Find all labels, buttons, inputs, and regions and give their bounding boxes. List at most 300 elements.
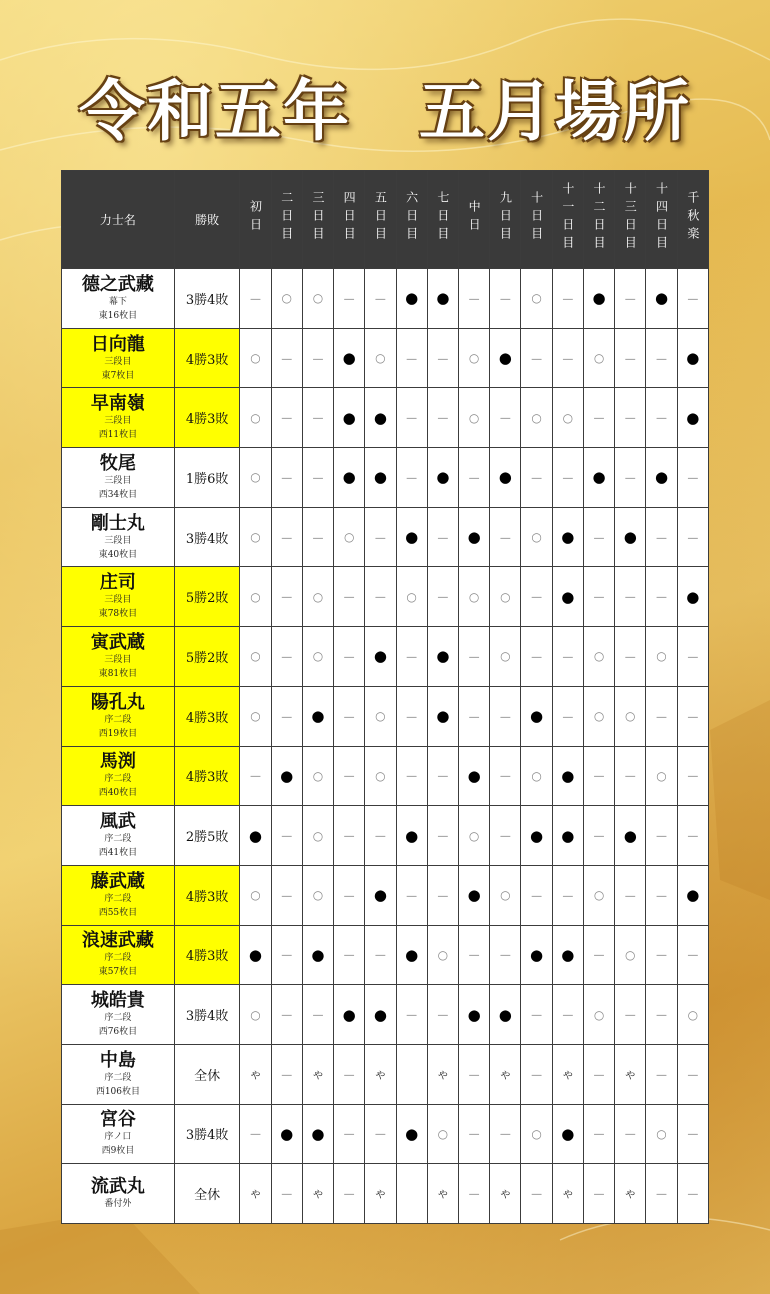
- day-result-cell: ●: [521, 806, 552, 866]
- day-result-cell: －: [334, 567, 365, 627]
- rikishi-record: 4勝3敗: [174, 865, 240, 925]
- day-result-cell: ●: [677, 865, 708, 925]
- rikishi-record: 4勝3敗: [174, 686, 240, 746]
- day-result-cell: ○: [459, 806, 490, 866]
- day-result-cell: ●: [396, 507, 427, 567]
- rikishi-row: [62, 567, 709, 627]
- day-result-cell: ●: [552, 925, 583, 985]
- rikishi-record: 1勝6敗: [174, 448, 240, 508]
- rikishi-rank: 西41枚目: [98, 848, 138, 859]
- rikishi-row: [62, 865, 709, 925]
- day-result-cell: －: [552, 865, 583, 925]
- day-label: 十日目: [529, 191, 544, 245]
- day-result-cell: －: [646, 507, 677, 567]
- rikishi-name-cell: [62, 507, 175, 567]
- day-result-cell: や: [240, 1044, 271, 1104]
- page-title: 令和五年 五月場所: [79, 73, 691, 150]
- rikishi-division: 三段目: [104, 654, 132, 665]
- day-result-cell: ○: [646, 627, 677, 687]
- day-result-cell: ●: [490, 985, 521, 1045]
- rikishi-name: 剛士丸: [90, 512, 145, 534]
- day-result-cell: －: [677, 627, 708, 687]
- day-result-cell: －: [583, 806, 614, 866]
- day-result-cell: －: [271, 925, 302, 985]
- day-result-cell: －: [271, 328, 302, 388]
- day-result-cell: －: [459, 686, 490, 746]
- rikishi-row: [62, 388, 709, 448]
- day-result-cell: －: [396, 328, 427, 388]
- day-result-cell: ●: [459, 746, 490, 806]
- day-result-cell: ●: [552, 1104, 583, 1164]
- rikishi-name-cell: [62, 1044, 175, 1104]
- day-result-cell: －: [271, 627, 302, 687]
- day-result-cell: ●: [490, 448, 521, 508]
- day-result-cell: －: [365, 507, 396, 567]
- day-result-cell: －: [677, 507, 708, 567]
- day-result-cell: －: [459, 1164, 490, 1224]
- rikishi-division: 三段目: [104, 535, 132, 546]
- day-result-cell: や: [427, 1044, 458, 1104]
- rikishi-record: 3勝4敗: [174, 507, 240, 567]
- day-result-cell: ○: [240, 627, 271, 687]
- day-result-cell: ●: [646, 269, 677, 329]
- day-result-cell: ●: [427, 448, 458, 508]
- day-result-cell: －: [552, 269, 583, 329]
- day-result-cell: －: [490, 507, 521, 567]
- day-result-cell: －: [615, 328, 646, 388]
- day-result-cell: －: [490, 746, 521, 806]
- day-result-cell: －: [521, 328, 552, 388]
- rikishi-rank: 東7枚目: [101, 370, 135, 381]
- day-result-cell: －: [615, 627, 646, 687]
- day-result-cell: －: [646, 1044, 677, 1104]
- day-result-cell: －: [302, 507, 333, 567]
- day-label: 四日目: [342, 191, 357, 245]
- day-result-cell: －: [677, 448, 708, 508]
- day-result-cell: ●: [427, 269, 458, 329]
- day-result-cell: ○: [302, 567, 333, 627]
- day-result-cell: －: [427, 567, 458, 627]
- rikishi-rank: 東81枚目: [98, 668, 138, 679]
- rikishi-name-cell: [62, 448, 175, 508]
- column-header-day: [646, 171, 677, 269]
- column-header-day: [427, 171, 458, 269]
- day-result-cell: ●: [646, 448, 677, 508]
- rikishi-rank: 西9枚目: [101, 1146, 135, 1157]
- day-result-cell: －: [646, 328, 677, 388]
- day-result-cell: －: [240, 746, 271, 806]
- day-result-cell: ●: [615, 806, 646, 866]
- day-result-cell: ●: [396, 1104, 427, 1164]
- day-result-cell: ○: [365, 746, 396, 806]
- day-result-cell: ○: [583, 328, 614, 388]
- day-result-cell: －: [240, 1104, 271, 1164]
- day-result-cell: －: [583, 507, 614, 567]
- day-result-cell: ○: [302, 865, 333, 925]
- rikishi-rank: 西55枚目: [98, 907, 138, 918]
- day-result-cell: －: [677, 1164, 708, 1224]
- rikishi-row: [62, 328, 709, 388]
- rikishi-division: 序二段: [104, 893, 132, 904]
- day-result-cell: ●: [365, 985, 396, 1045]
- rikishi-name: 寅武蔵: [90, 631, 145, 653]
- rikishi-name: 風武: [99, 811, 136, 833]
- day-result-cell: ●: [334, 328, 365, 388]
- day-result-cell: －: [240, 269, 271, 329]
- rikishi-record: 4勝3敗: [174, 388, 240, 448]
- day-result-cell: －: [302, 985, 333, 1045]
- day-result-cell: －: [365, 567, 396, 627]
- day-result-cell: ○: [302, 806, 333, 866]
- day-result-cell: や: [365, 1164, 396, 1224]
- day-result-cell: －: [271, 985, 302, 1045]
- day-result-cell: ○: [646, 746, 677, 806]
- rikishi-record: 3勝4敗: [174, 1104, 240, 1164]
- day-result-cell: ○: [521, 1104, 552, 1164]
- rikishi-record: 4勝3敗: [174, 328, 240, 388]
- day-result-cell: や: [302, 1044, 333, 1104]
- rikishi-name-cell: [62, 269, 175, 329]
- day-result-cell: －: [271, 806, 302, 866]
- day-result-cell: －: [615, 746, 646, 806]
- day-result-cell: －: [271, 865, 302, 925]
- rikishi-rank: 西19枚目: [98, 728, 138, 739]
- day-result-cell: －: [552, 686, 583, 746]
- column-header-day: [521, 171, 552, 269]
- rikishi-name-cell: [62, 865, 175, 925]
- day-result-cell: ●: [240, 806, 271, 866]
- day-result-cell: －: [521, 567, 552, 627]
- day-result-cell: ○: [365, 686, 396, 746]
- day-result-cell: ●: [365, 448, 396, 508]
- day-result-cell: －: [427, 328, 458, 388]
- rikishi-row: [62, 448, 709, 508]
- day-result-cell: や: [302, 1164, 333, 1224]
- day-result-cell: ●: [677, 388, 708, 448]
- day-label: 千秋楽: [685, 191, 700, 245]
- day-result-cell: ●: [552, 507, 583, 567]
- rikishi-record: 3勝4敗: [174, 985, 240, 1045]
- rikishi-row: [62, 1164, 709, 1224]
- rikishi-division: 序ノ口: [104, 1132, 132, 1143]
- day-result-cell: ○: [490, 865, 521, 925]
- day-result-cell: ●: [677, 328, 708, 388]
- day-result-cell: ●: [427, 686, 458, 746]
- rikishi-division: 序二段: [104, 1013, 132, 1024]
- day-result-cell: －: [646, 806, 677, 866]
- day-result-cell: ●: [427, 627, 458, 687]
- day-result-cell: －: [646, 985, 677, 1045]
- rikishi-rank: 西11枚目: [98, 430, 138, 441]
- tournament-results-table: [61, 170, 709, 1224]
- rikishi-record: 2勝5敗: [174, 806, 240, 866]
- day-result-cell: －: [677, 686, 708, 746]
- day-result-cell: ○: [521, 507, 552, 567]
- day-result-cell: ○: [302, 269, 333, 329]
- rikishi-row: [62, 269, 709, 329]
- day-result-cell: －: [459, 448, 490, 508]
- day-result-cell: ●: [521, 925, 552, 985]
- rikishi-name-cell: [62, 686, 175, 746]
- day-result-cell: －: [459, 1104, 490, 1164]
- column-header-day: [677, 171, 708, 269]
- day-result-cell: ○: [552, 388, 583, 448]
- rikishi-name: 中島: [99, 1049, 136, 1071]
- day-result-cell: －: [271, 686, 302, 746]
- day-result-cell: ○: [302, 627, 333, 687]
- day-result-cell: －: [521, 627, 552, 687]
- day-result-cell: －: [271, 567, 302, 627]
- day-result-cell: や: [365, 1044, 396, 1104]
- day-result-cell: －: [427, 746, 458, 806]
- day-result-cell: ○: [583, 985, 614, 1045]
- day-result-cell: や: [427, 1164, 458, 1224]
- column-header-day: [615, 171, 646, 269]
- rikishi-name-cell: [62, 328, 175, 388]
- day-result-cell: ●: [615, 507, 646, 567]
- rikishi-record: 5勝2敗: [174, 627, 240, 687]
- rikishi-name-cell: [62, 1164, 175, 1224]
- rikishi-name: 浪速武藏: [81, 930, 154, 952]
- day-result-cell: や: [615, 1044, 646, 1104]
- column-header-day: [302, 171, 333, 269]
- day-result-cell: －: [490, 686, 521, 746]
- day-result-cell: －: [302, 388, 333, 448]
- day-result-cell: ●: [365, 388, 396, 448]
- day-label: 五日目: [373, 191, 388, 245]
- rikishi-division: 三段目: [104, 475, 132, 486]
- day-result-cell: －: [271, 507, 302, 567]
- day-result-cell: ○: [271, 269, 302, 329]
- rikishi-name: 日向龍: [90, 333, 145, 355]
- day-result-cell: ○: [302, 746, 333, 806]
- day-result-cell: －: [583, 746, 614, 806]
- day-result-cell: －: [459, 269, 490, 329]
- rikishi-name-cell: [62, 388, 175, 448]
- rikishi-row: [62, 627, 709, 687]
- day-result-cell: －: [427, 388, 458, 448]
- day-result-cell: －: [552, 985, 583, 1045]
- day-result-cell: ●: [365, 627, 396, 687]
- day-result-cell: －: [583, 925, 614, 985]
- day-result-cell: ○: [677, 985, 708, 1045]
- column-header-day: [334, 171, 365, 269]
- day-result-cell: ●: [302, 1104, 333, 1164]
- day-result-cell: －: [271, 1044, 302, 1104]
- rikishi-record: 全休: [174, 1044, 240, 1104]
- day-result-cell: ●: [240, 925, 271, 985]
- day-result-cell: －: [271, 1164, 302, 1224]
- day-result-cell: や: [240, 1164, 271, 1224]
- day-result-cell: －: [521, 1044, 552, 1104]
- day-result-cell: －: [396, 985, 427, 1045]
- rikishi-division: 三段目: [104, 595, 132, 606]
- day-result-cell: ●: [365, 865, 396, 925]
- rikishi-rank: 西40枚目: [98, 788, 138, 799]
- day-result-cell: －: [334, 806, 365, 866]
- day-result-cell: ○: [240, 328, 271, 388]
- day-result-cell: －: [677, 925, 708, 985]
- rikishi-division: 序二段: [104, 774, 132, 785]
- day-result-cell: －: [615, 985, 646, 1045]
- day-result-cell: －: [583, 388, 614, 448]
- day-result-cell: や: [490, 1044, 521, 1104]
- day-result-cell: ●: [677, 567, 708, 627]
- day-result-cell: －: [583, 1104, 614, 1164]
- day-result-cell: ○: [583, 627, 614, 687]
- rikishi-row: [62, 1044, 709, 1104]
- day-result-cell: －: [302, 328, 333, 388]
- day-result-cell: －: [459, 1044, 490, 1104]
- day-result-cell: や: [552, 1164, 583, 1224]
- day-result-cell: －: [365, 1104, 396, 1164]
- rikishi-record: 3勝4敗: [174, 269, 240, 329]
- rikishi-name: 德之武藏: [81, 273, 154, 295]
- day-result-cell: －: [490, 806, 521, 866]
- day-result-cell: －: [334, 627, 365, 687]
- rikishi-name: 早南嶺: [90, 393, 145, 415]
- day-result-cell: －: [646, 567, 677, 627]
- day-result-cell: －: [552, 328, 583, 388]
- day-result-cell: や: [490, 1164, 521, 1224]
- day-result-cell: ●: [552, 567, 583, 627]
- rikishi-name-cell: [62, 567, 175, 627]
- day-result-cell: や: [552, 1044, 583, 1104]
- day-result-cell: －: [677, 269, 708, 329]
- day-result-cell: ○: [615, 925, 646, 985]
- rikishi-name: 庄司: [99, 572, 136, 594]
- day-result-cell: －: [677, 1044, 708, 1104]
- day-result-cell: －: [521, 1164, 552, 1224]
- day-label: 二日目: [279, 191, 294, 245]
- day-result-cell: －: [490, 925, 521, 985]
- day-result-cell: ○: [521, 269, 552, 329]
- day-result-cell: －: [396, 686, 427, 746]
- day-result-cell: －: [334, 865, 365, 925]
- day-result-cell: ●: [583, 448, 614, 508]
- day-label: 十四日目: [654, 182, 669, 254]
- rikishi-division: 序二段: [104, 953, 132, 964]
- day-result-cell: －: [583, 1044, 614, 1104]
- day-result-cell: [396, 1164, 427, 1224]
- day-result-cell: ○: [334, 507, 365, 567]
- day-result-cell: －: [334, 925, 365, 985]
- day-result-cell: や: [615, 1164, 646, 1224]
- day-result-cell: ○: [583, 686, 614, 746]
- day-result-cell: －: [552, 627, 583, 687]
- day-result-cell: －: [396, 388, 427, 448]
- column-header-day: [271, 171, 302, 269]
- day-result-cell: －: [490, 269, 521, 329]
- day-result-cell: －: [396, 746, 427, 806]
- day-result-cell: ○: [459, 388, 490, 448]
- rikishi-rank: 東78枚目: [98, 609, 138, 620]
- day-result-cell: －: [615, 448, 646, 508]
- rikishi-row: [62, 925, 709, 985]
- day-result-cell: －: [334, 746, 365, 806]
- column-header-day: [490, 171, 521, 269]
- rikishi-name-cell: [62, 806, 175, 866]
- day-label: 三日目: [310, 191, 325, 245]
- rikishi-name: 藤武蔵: [90, 870, 145, 892]
- day-result-cell: ○: [521, 388, 552, 448]
- day-result-cell: －: [677, 1104, 708, 1164]
- day-result-cell: －: [396, 865, 427, 925]
- rikishi-name: 牧尾: [99, 452, 136, 474]
- day-result-cell: －: [677, 746, 708, 806]
- rikishi-row: [62, 985, 709, 1045]
- rikishi-rank: 東16枚目: [98, 310, 138, 321]
- day-label: 六日目: [404, 191, 419, 245]
- day-result-cell: －: [615, 567, 646, 627]
- rikishi-rank: 東40枚目: [98, 549, 138, 560]
- day-result-cell: ●: [552, 746, 583, 806]
- rikishi-row: [62, 686, 709, 746]
- rikishi-record: 4勝3敗: [174, 925, 240, 985]
- column-header-name: 力士名: [62, 171, 175, 269]
- day-result-cell: －: [334, 686, 365, 746]
- rikishi-name: 宮谷: [99, 1109, 136, 1131]
- day-label: 七日目: [435, 191, 450, 245]
- day-result-cell: ●: [459, 985, 490, 1045]
- rikishi-row: [62, 1104, 709, 1164]
- day-result-cell: ●: [302, 686, 333, 746]
- day-result-cell: －: [583, 567, 614, 627]
- rikishi-rank: 西76枚目: [98, 1027, 138, 1038]
- rikishi-name: 城皓貴: [90, 990, 145, 1012]
- rikishi-name-cell: [62, 627, 175, 687]
- rikishi-division: 序二段: [104, 834, 132, 845]
- day-result-cell: ○: [240, 448, 271, 508]
- day-result-cell: －: [583, 1164, 614, 1224]
- day-result-cell: ○: [240, 507, 271, 567]
- day-result-cell: －: [615, 269, 646, 329]
- day-label: 十一日目: [560, 182, 575, 254]
- day-result-cell: －: [615, 1104, 646, 1164]
- rikishi-rank: 西34枚目: [98, 489, 138, 500]
- day-result-cell: －: [615, 388, 646, 448]
- day-result-cell: ●: [396, 269, 427, 329]
- day-result-cell: －: [615, 865, 646, 925]
- rikishi-division: 序二段: [104, 1072, 132, 1083]
- day-result-cell: ○: [646, 1104, 677, 1164]
- rikishi-name-cell: [62, 985, 175, 1045]
- day-result-cell: －: [365, 925, 396, 985]
- rikishi-division: 番付外: [104, 1199, 132, 1210]
- day-result-cell: －: [490, 388, 521, 448]
- day-result-cell: ○: [521, 746, 552, 806]
- rikishi-row: [62, 806, 709, 866]
- rikishi-name-cell: [62, 1104, 175, 1164]
- day-result-cell: ○: [240, 985, 271, 1045]
- day-result-cell: －: [334, 1044, 365, 1104]
- day-result-cell: ○: [490, 627, 521, 687]
- rikishi-name: 陽孔丸: [90, 691, 145, 713]
- day-result-cell: －: [365, 269, 396, 329]
- day-result-cell: ●: [271, 1104, 302, 1164]
- day-result-cell: －: [365, 806, 396, 866]
- rikishi-division: 三段目: [104, 356, 132, 367]
- rikishi-row: [62, 507, 709, 567]
- day-result-cell: －: [521, 985, 552, 1045]
- rikishi-record: 5勝2敗: [174, 567, 240, 627]
- day-label: 十二日目: [592, 182, 607, 254]
- day-result-cell: －: [646, 686, 677, 746]
- column-header-day: [583, 171, 614, 269]
- column-header-day: [396, 171, 427, 269]
- day-result-cell: －: [677, 806, 708, 866]
- column-header-day: [365, 171, 396, 269]
